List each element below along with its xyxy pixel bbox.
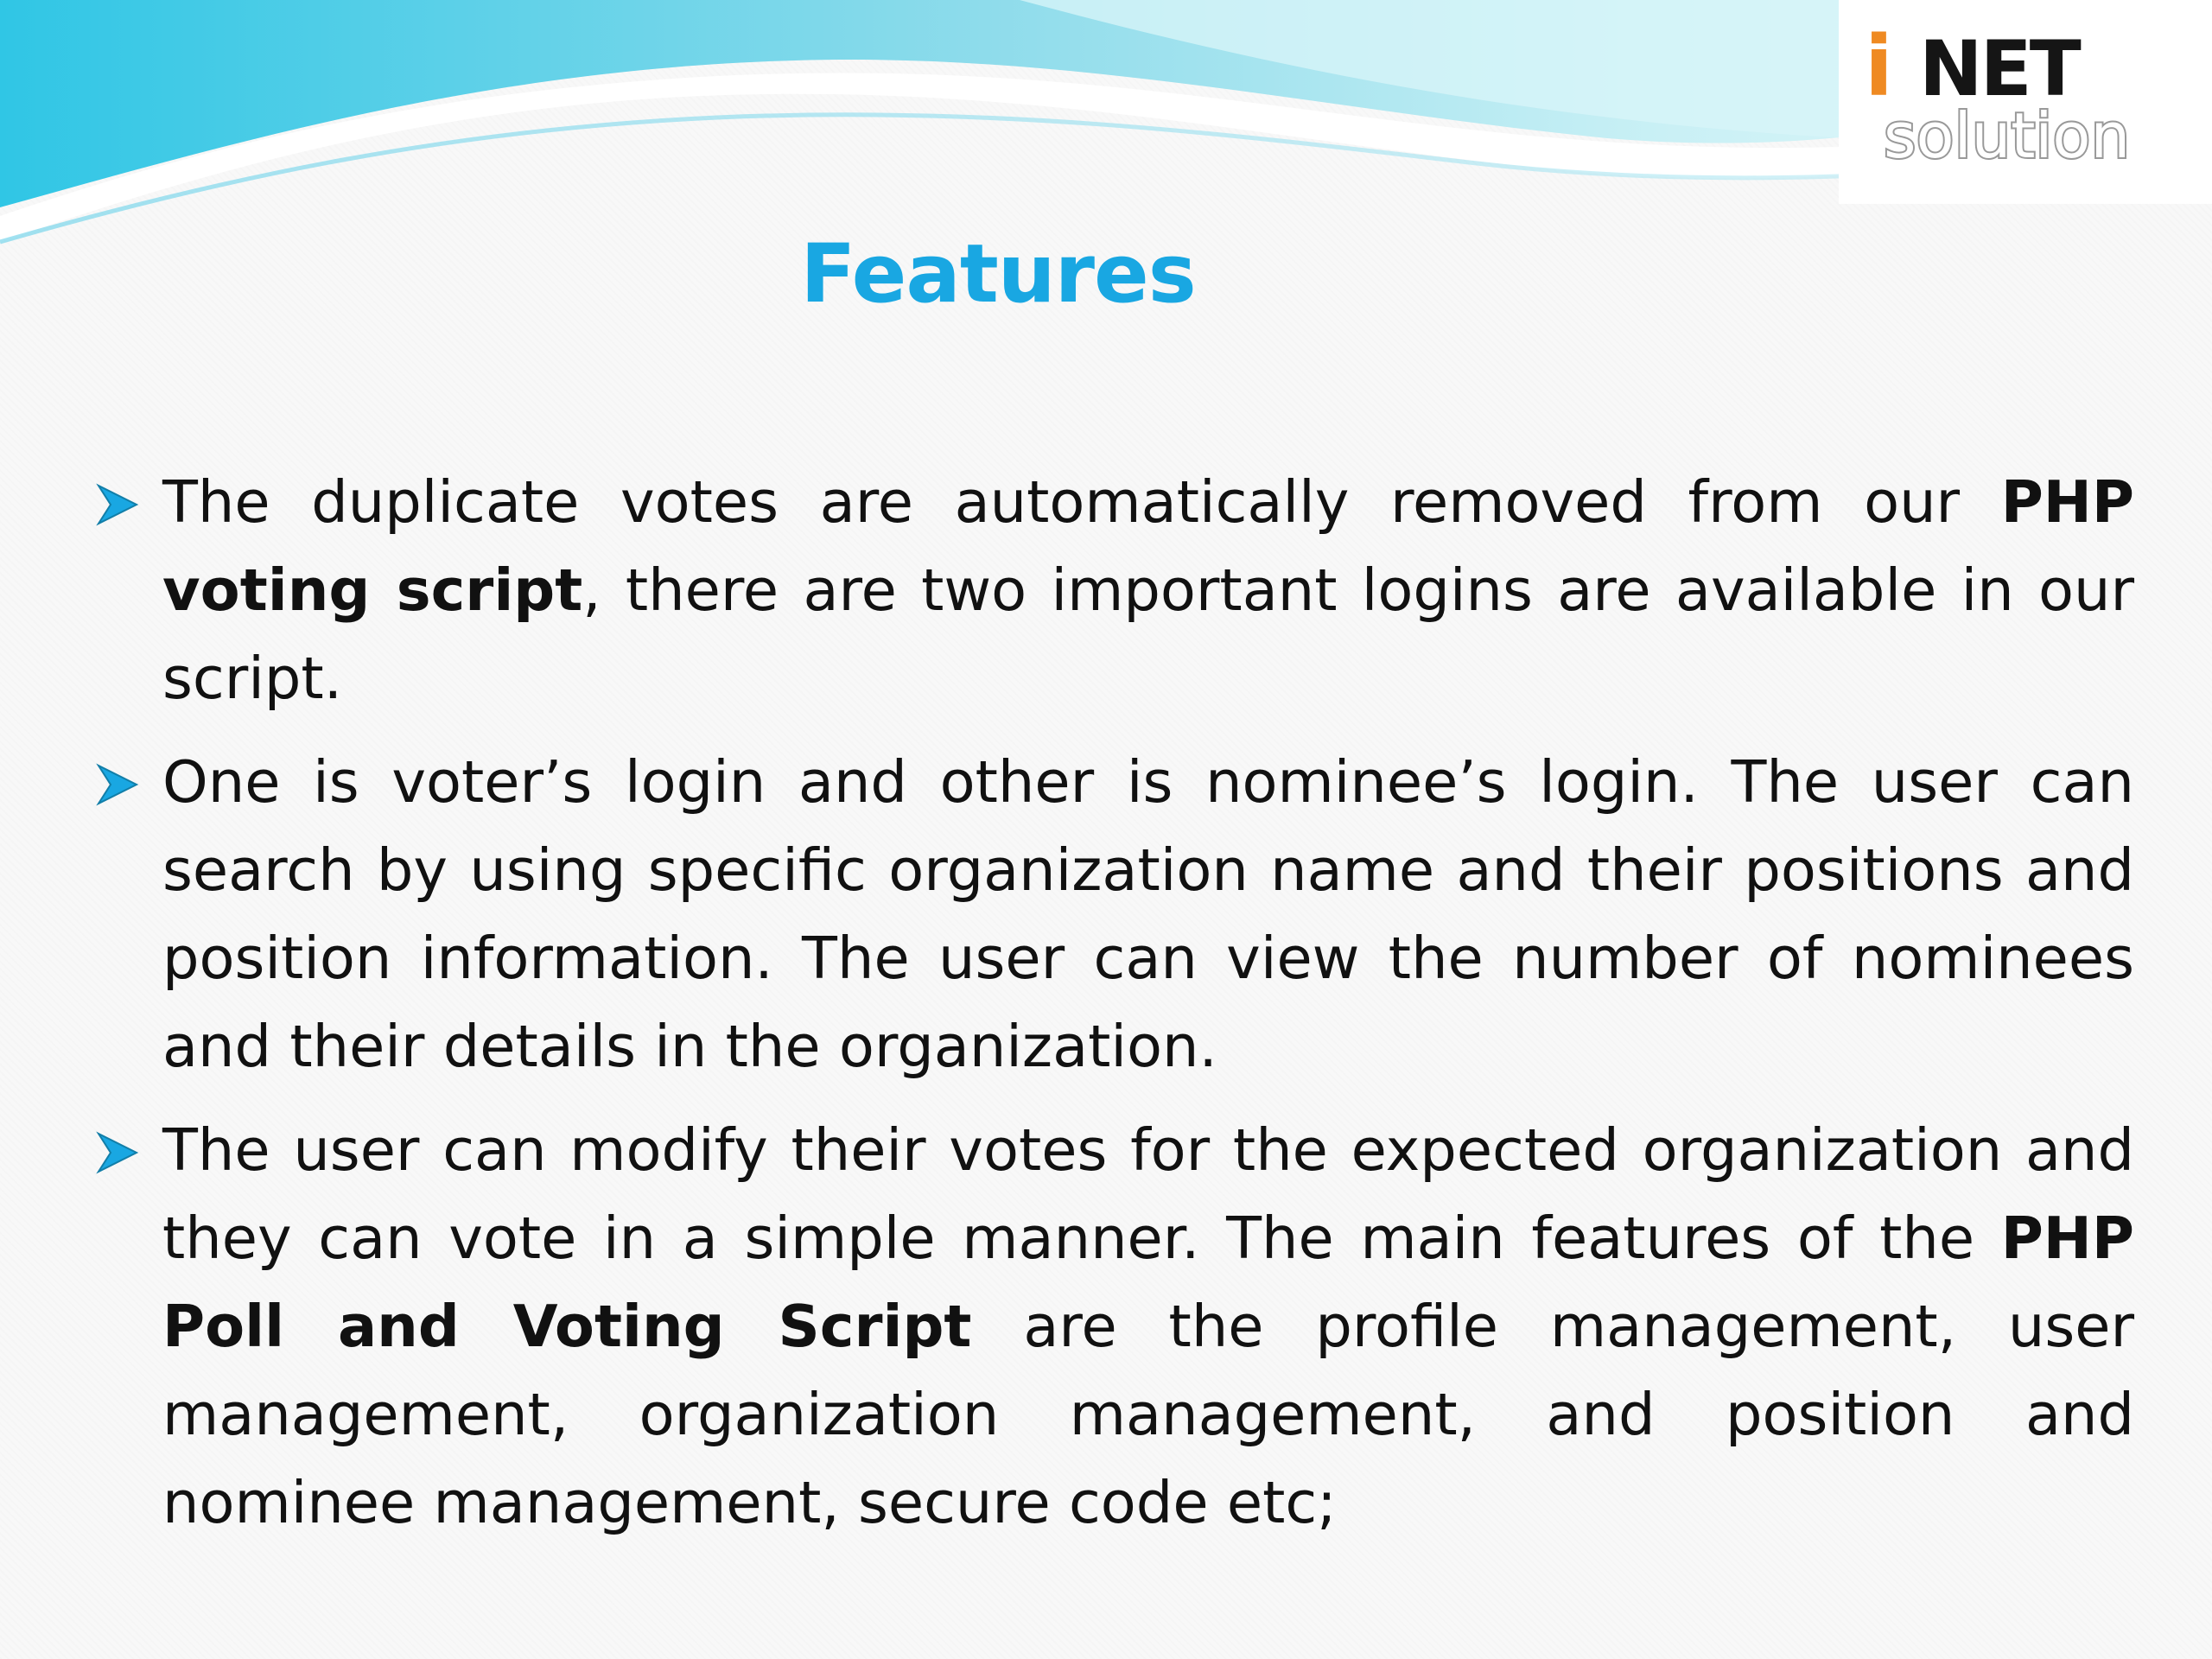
arrow-bullet-icon (95, 762, 140, 807)
bullet-text-3b: PHP Poll and Voting Script (162, 1205, 2134, 1360)
svg-text:i: i (1865, 21, 1893, 115)
bullet-text-3c: are the profile management, user management, organization management, and position and nominee management, secure code etc; (162, 1293, 2134, 1536)
bullet-text-2: One is voter’s login and other is nominee’s login. The user can search by using specific organization name and their positions and position information. The user can view the number of nominees and their details in the organization. (162, 748, 2134, 1080)
svg-text:solution: solution (1884, 99, 2131, 172)
list-item (95, 1106, 2134, 1547)
inet-solution-logo-icon (1865, 21, 2193, 176)
bullet-text-1c: , there are two important logins are available in our script. (162, 556, 2134, 712)
arrow-bullet-icon (95, 1130, 140, 1175)
page-title: Features (800, 227, 1196, 321)
svg-text:NET: NET (1919, 24, 2079, 113)
bullet-text-1a: The duplicate votes are automatically removed from our (162, 468, 2001, 536)
list-item (95, 458, 2134, 722)
bullet-text-1b: PHP voting script (162, 468, 2134, 624)
arrow-bullet-icon (95, 482, 140, 527)
feature-list (95, 458, 2134, 1562)
bullet-text-3a: The user can modify their votes for the expected organization and they can vote in a simple manner. The main features of the (162, 1116, 2134, 1272)
company-logo (1839, 0, 2212, 204)
list-item (95, 738, 2134, 1090)
